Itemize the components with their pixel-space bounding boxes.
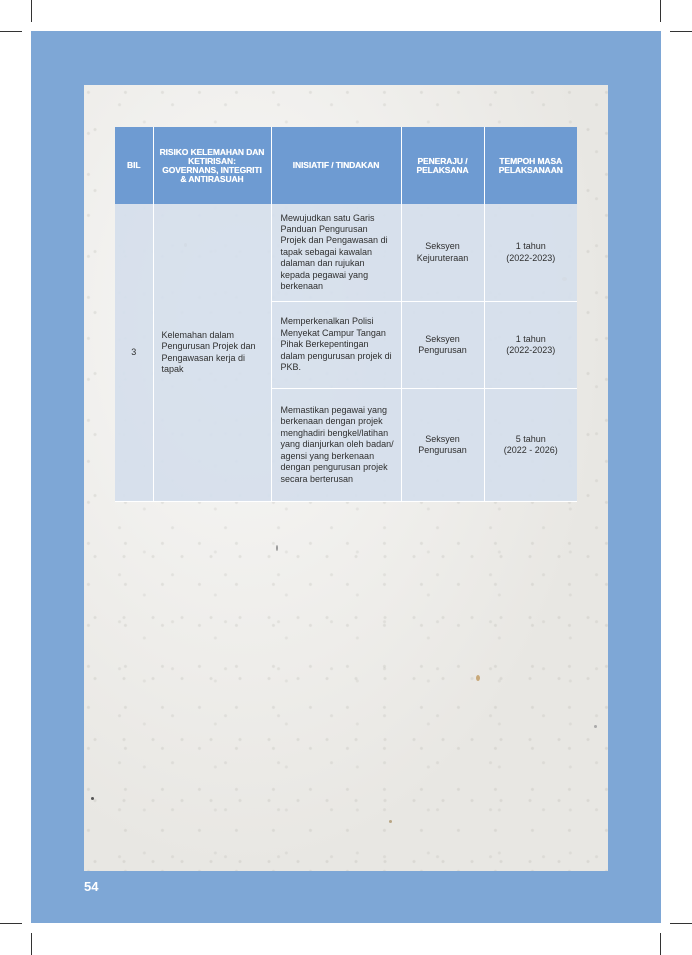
crop-mark xyxy=(0,923,22,924)
header-bil: BIL xyxy=(115,127,153,204)
crop-mark xyxy=(670,923,692,924)
header-initiative: INISIATIF / TINDAKAN xyxy=(271,127,401,204)
duration-value: 1 tahun xyxy=(515,241,546,252)
lead-cell: Seksyen Pengurusan xyxy=(401,302,484,389)
risk-cell: Kelemahan dalam Pengurusan Projek dan Pengawasan kerja di tapak xyxy=(153,204,271,502)
paper-speck xyxy=(594,725,597,728)
duration-cell xyxy=(484,302,577,389)
paper-speck xyxy=(476,675,480,681)
risk-table xyxy=(115,127,577,502)
paper-speck xyxy=(91,797,94,800)
crop-mark xyxy=(660,0,661,22)
duration-value: 5 tahun xyxy=(515,433,546,444)
duration-cell xyxy=(484,389,577,502)
initiative-cell: Mewujudkan satu Garis Panduan Pengurusan Projek dan Pengawasan di tapak sebagai kawalan dalaman dan rujukan kepada pegawai yang berkenaan xyxy=(271,204,401,302)
paper-speck xyxy=(389,820,392,823)
header-risk: RISIKO KELEMAHAN DAN KETIRISAN: GOVERNANS, INTEGRITI & ANTIRASUAH xyxy=(153,127,271,204)
header-duration: TEMPOH MASA PELAKSANAAN xyxy=(484,127,577,204)
lead-cell: Seksyen Pengurusan xyxy=(401,389,484,502)
duration-cell xyxy=(484,204,577,302)
initiative-cell: Memastikan pegawai yang berkenaan dengan projek menghadiri bengkel/latihan yang dianjurkan oleh badan/ agensi yang berkenaan dengan pengurusan projek secara berterusan xyxy=(271,389,401,502)
duration-period: (2022-2023) xyxy=(506,345,556,355)
initiative-cell: Memperkenalkan Polisi Menyekat Campur Tangan Pihak Berkepentingan dalam pengurusan projek di PKB. xyxy=(271,302,401,389)
header-lead: PENERAJU / PELAKSANA xyxy=(401,127,484,204)
table-header-row xyxy=(115,127,577,204)
paper-speck xyxy=(276,545,278,551)
crop-mark xyxy=(0,31,22,32)
bil-cell: 3 xyxy=(115,204,153,502)
duration-period: (2022 - 2026) xyxy=(503,445,558,455)
lead-cell: Seksyen Kejuruteraan xyxy=(401,204,484,302)
crop-mark xyxy=(31,0,32,22)
crop-mark xyxy=(31,933,32,955)
page-number: 54 xyxy=(84,879,99,894)
crop-mark xyxy=(660,933,661,955)
duration-value: 1 tahun xyxy=(515,333,546,344)
crop-mark xyxy=(670,31,692,32)
table-row xyxy=(115,204,577,302)
duration-period: (2022-2023) xyxy=(506,252,556,263)
